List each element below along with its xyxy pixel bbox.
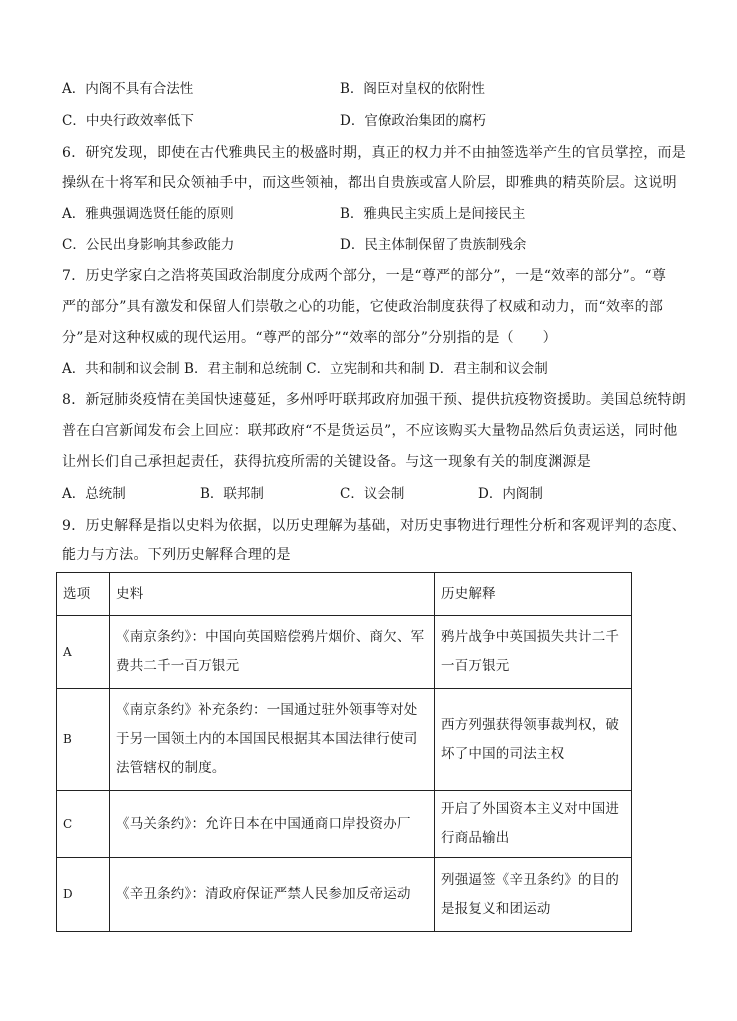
q7-stem-line-3: 分”是对这种权威的现代运用。“尊严的部分”“效率的部分”分别指的是（ ）	[62, 330, 557, 346]
header-source: 史料	[110, 573, 435, 616]
row-interpretation: 西方列强获得领事裁判权，破坏了中国的司法主权	[435, 689, 632, 791]
q8-option-d: D．内阁制	[478, 486, 543, 502]
q6-option-d: D．民主体制保留了贵族制残余	[340, 237, 527, 253]
q7-stem-line-2: 严的部分”具有激发和保留人们崇敬之心的功能，它使政治制度获得了权威和动力，而“效率的部	[62, 299, 664, 315]
q5-option-c: C．中央行政效率低下	[62, 113, 194, 129]
row-interpretation: 鸦片战争中英国损失共计二千一百万银元	[435, 616, 632, 689]
row-source: 《南京条约》：中国向英国赔偿鸦片烟价、商欠、军费共二千一百万银元	[110, 616, 435, 689]
table-row	[57, 791, 632, 858]
q8-option-a: A．总统制	[62, 486, 126, 502]
q9-stem-line-1: 9．历史解释是指以史料为依据，以历史理解为基础，对历史事物进行理性分析和客观评判的态度、	[62, 518, 687, 534]
row-interpretation: 开启了外国资本主义对中国进行商品输出	[435, 791, 632, 858]
q6-option-b: B．雅典民主实质上是间接民主	[340, 206, 526, 222]
q6-stem-line-1: 6．研究发现，即使在古代雅典民主的极盛时期，真正的权力并不由抽签选举产生的官员掌控，而是	[62, 145, 687, 161]
q6-stem-line-2: 操纵在十将军和民众领袖手中，而这些领袖，都出自贵族或富人阶层，即雅典的精英阶层。这说明	[62, 175, 677, 191]
q9-table	[56, 572, 632, 932]
table-row	[57, 858, 632, 932]
header-option: 选项	[57, 573, 110, 616]
row-source: 《南京条约》补充条约：一国通过驻外领事等对处于另一国领土内的本国国民根据其本国法律行使司法管辖权的制度。	[110, 689, 435, 791]
row-interpretation: 列强逼签《辛丑条约》的目的是报复义和团运动	[435, 858, 632, 932]
q8-stem-line-1: 8．新冠肺炎疫情在美国快速蔓延，多州呼吁联邦政府加强干预、提供抗疫物资援助。美国总统特朗	[62, 392, 687, 408]
row-option: A	[57, 616, 110, 689]
q5-option-b: B．阁臣对皇权的依附性	[340, 81, 485, 97]
row-option: D	[57, 858, 110, 932]
q7-options: A．共和制和议会制 B．君主制和总统制 C．立宪制和共和制 D．君主制和议会制	[62, 361, 548, 377]
q9-stem-line-2: 能力与方法。下列历史解释合理的是	[62, 547, 291, 563]
header-interpretation: 历史解释	[435, 573, 632, 616]
table-row	[57, 689, 632, 791]
q8-option-b: B．联邦制	[200, 486, 264, 502]
table-header-row	[57, 573, 632, 616]
row-source: 《辛丑条约》：清政府保证严禁人民参加反帝运动	[110, 858, 435, 932]
q5-option-a: A．内阁不具有合法性	[62, 81, 194, 97]
q5-option-d: D．官僚政治集团的腐朽	[340, 113, 486, 129]
row-source: 《马关条约》：允许日本在中国通商口岸投资办厂	[110, 791, 435, 858]
table-row	[57, 616, 632, 689]
q6-option-a: A．雅典强调选贤任能的原则	[62, 206, 234, 222]
q8-stem-line-3: 让州长们自己承担起责任，获得抗疫所需的关键设备。与这一现象有关的制度渊源是	[62, 454, 592, 470]
q8-option-c: C．议会制	[340, 486, 405, 502]
q8-stem-line-2: 普在白宫新闻发布会上回应：联邦政府“不是货运员”，不应该购买大量物品然后负责运送，同时他	[62, 423, 678, 439]
q7-stem-line-1: 7．历史学家白之浩将英国政治制度分成两个部分，一是“尊严的部分”，一是“效率的部分”。“尊	[62, 268, 667, 284]
q6-option-c: C．公民出身影响其参政能力	[62, 237, 235, 253]
row-option: C	[57, 791, 110, 858]
row-option: B	[57, 689, 110, 791]
